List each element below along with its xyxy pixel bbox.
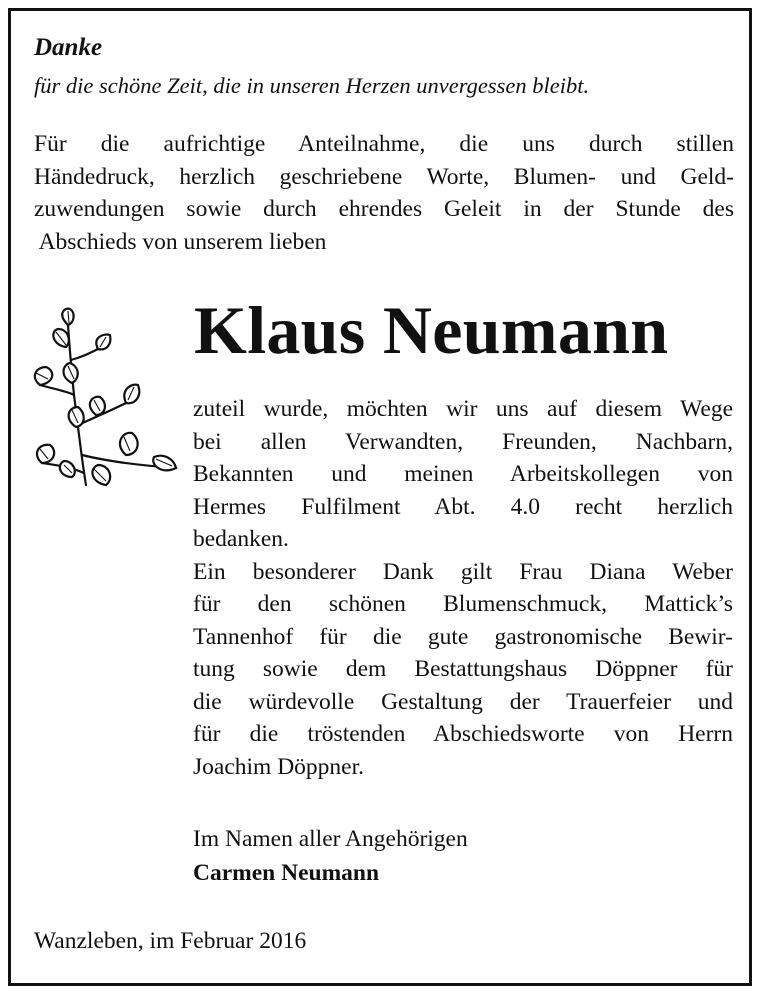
intro-line: Abschieds von unserem lieben [34, 228, 327, 255]
body-line: tung sowie dem Bestattungshaus Döppner für [193, 656, 733, 682]
body-line: Bekannten und meinen Arbeitskollegen von [193, 461, 733, 487]
body-line: Joachim Döppner. [193, 753, 364, 780]
body-line: für den schönen Blumenschmuck, Mattick’s [193, 591, 733, 617]
body-line: für die tröstenden Abschiedsworte von Herrn [193, 721, 733, 747]
intro-line: Händedruck, herzlich geschriebene Worte, Blumen- und Geld- [34, 163, 734, 190]
body-line: Hermes Fulfilment Abt. 4.0 recht herzlich [193, 493, 733, 520]
leafy-branch-icon [26, 305, 186, 500]
signature-line: Im Namen aller Angehörigen [193, 826, 468, 852]
body-line: zuteil wurde, möchten wir uns auf diesem Wege [193, 396, 733, 422]
intro-paragraph [34, 128, 734, 258]
body-line: Ein besonderer Dank gilt Frau Diana Weber [193, 558, 733, 585]
deceased-name: Klaus Neumann [194, 292, 669, 368]
body-line: Tannenhof für die gute gastronomische Bewir- [193, 623, 733, 650]
body-line: bedanken. [193, 526, 289, 552]
body-line: die würdevolle Gestaltung der Trauerfeier und [193, 688, 733, 715]
subheading: für die schöne Zeit, die in unseren Herzen unvergessen bleibt. [34, 73, 590, 98]
intro-line: zuwendungen sowie durch ehrendes Geleit in der Stunde des [34, 196, 734, 222]
intro-line: Für die aufrichtige Anteilnahme, die uns durch stillen [34, 131, 734, 157]
body-line: bei allen Verwandten, Freunden, Nachbarn, [193, 428, 733, 455]
body-paragraph [193, 393, 733, 783]
heading: Danke [34, 34, 103, 61]
signature-name: Carmen Neumann [193, 860, 380, 886]
place-date: Wanzleben, im Februar 2016 [34, 928, 307, 954]
